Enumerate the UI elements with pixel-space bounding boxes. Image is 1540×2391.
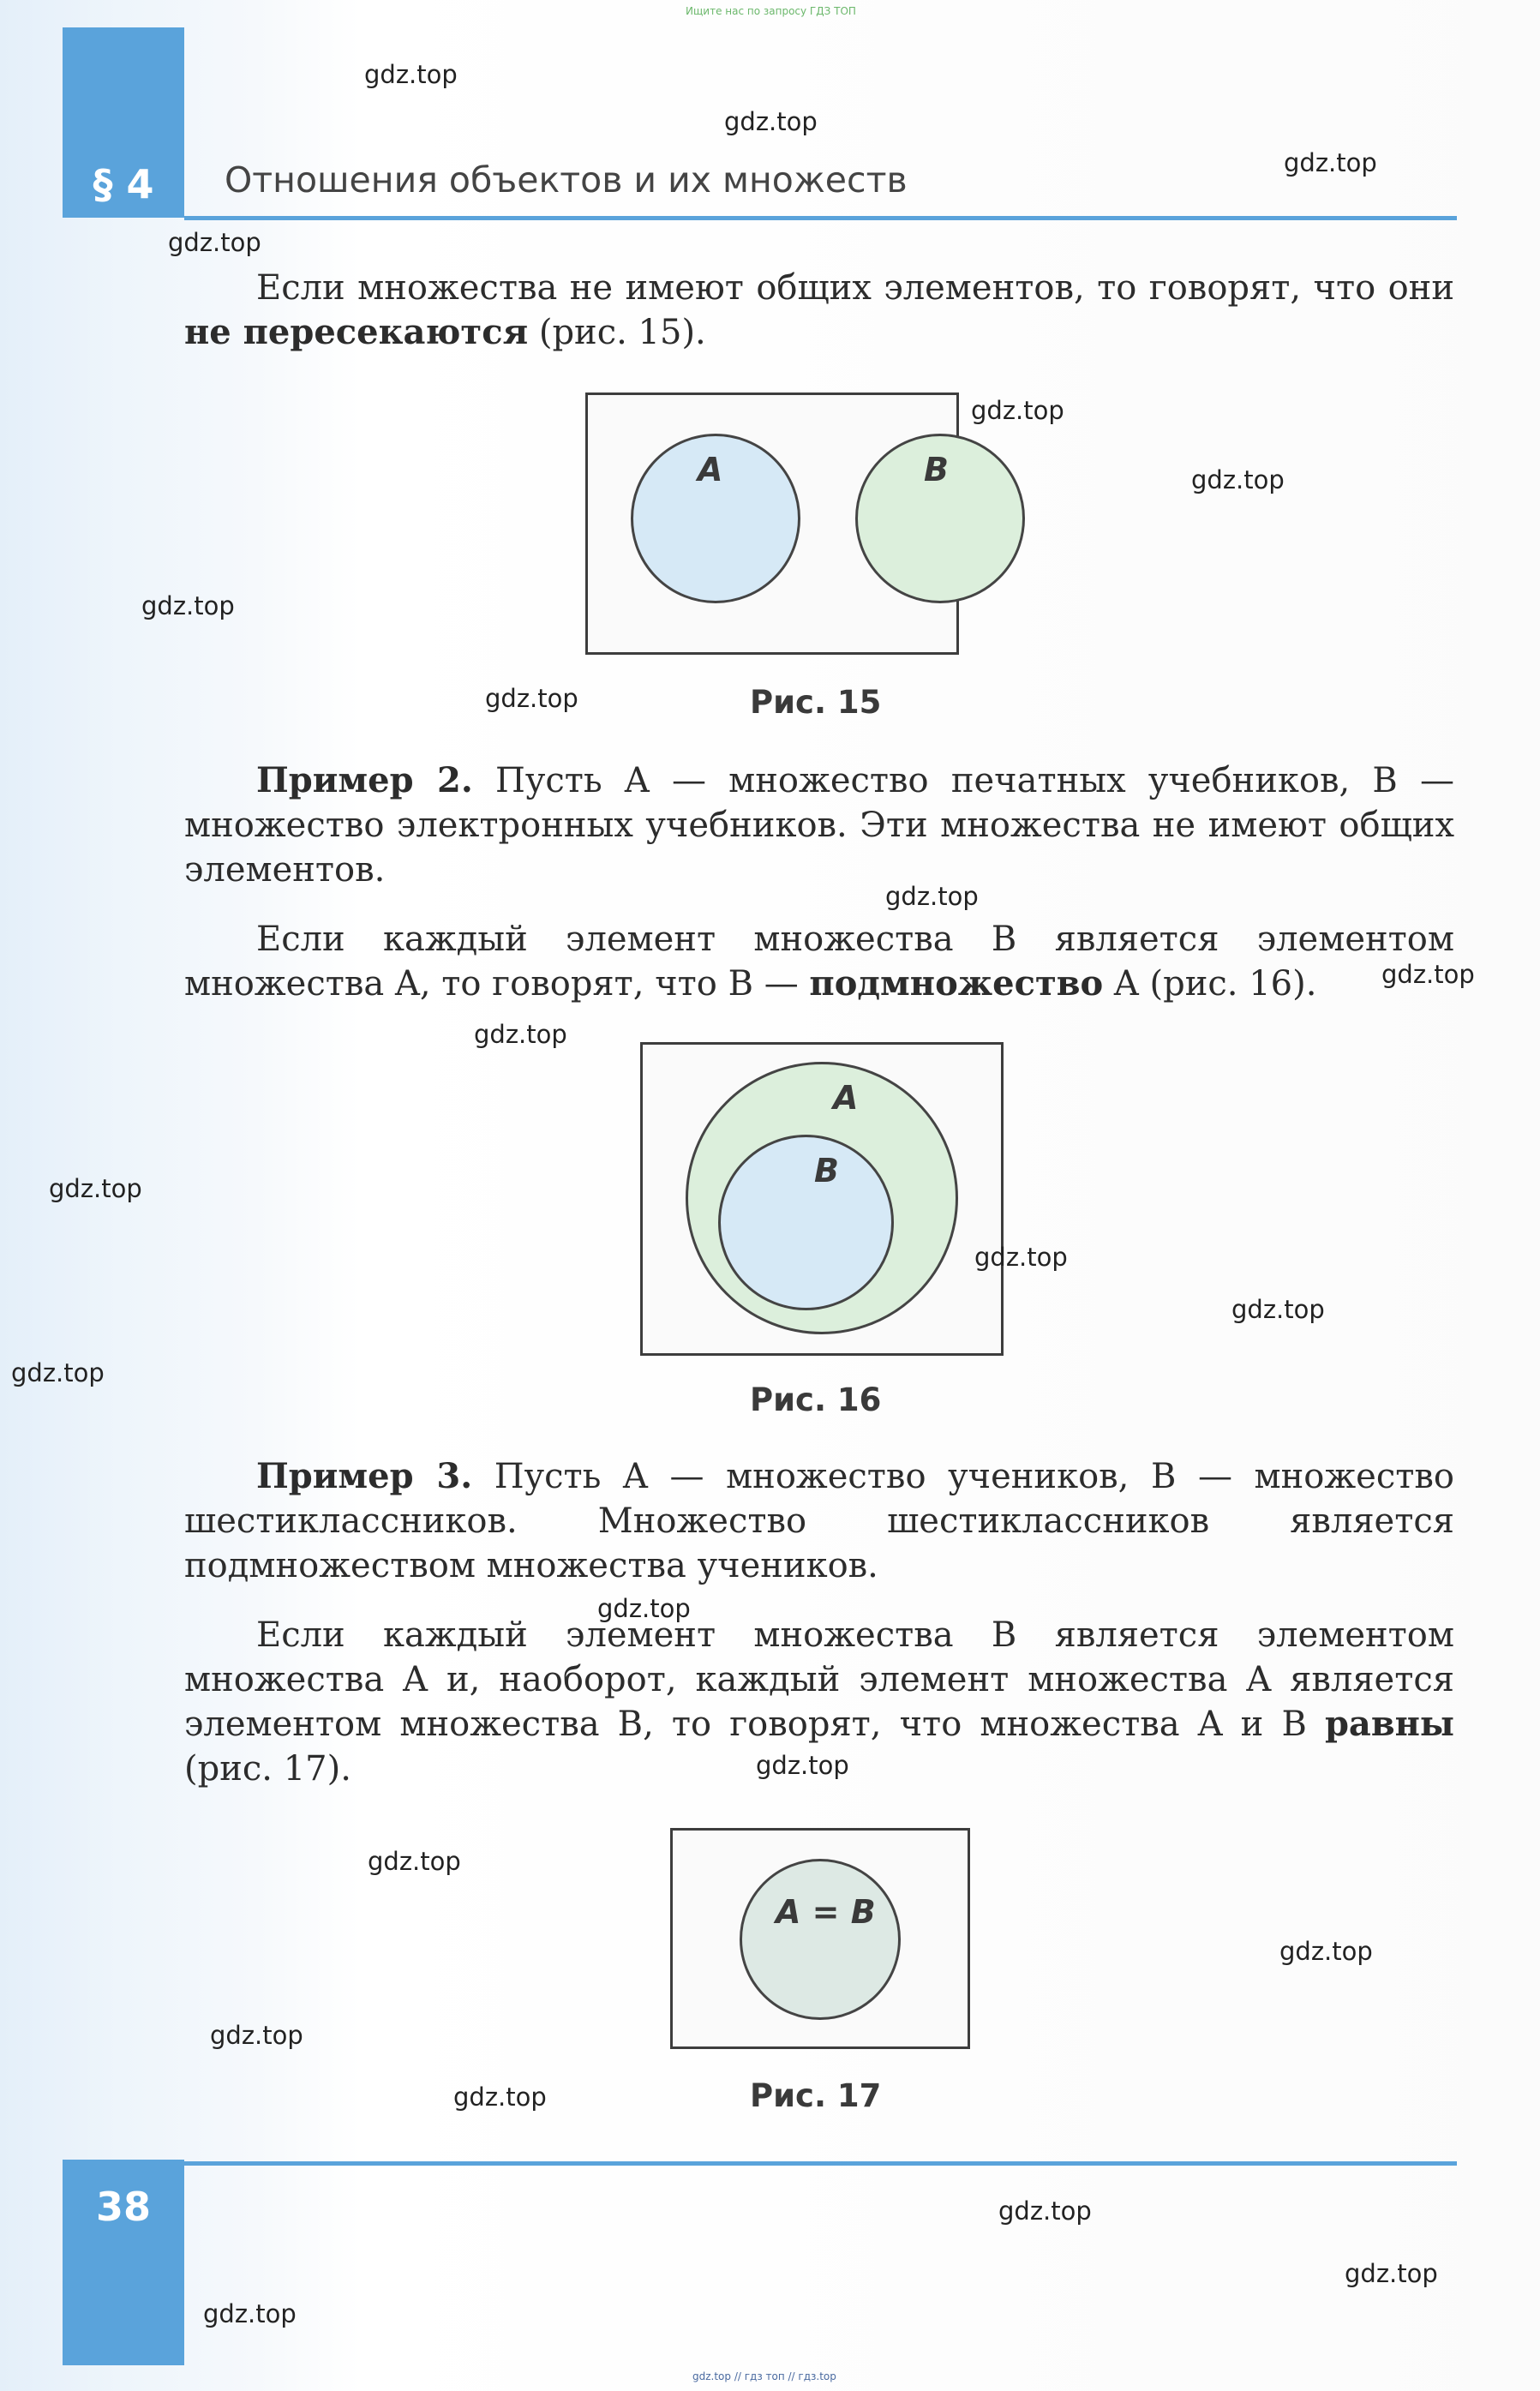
- paragraph-disjoint: Если множества не имеют общих элементов, то говорят, что они не пересекаются (рис. 15).: [184, 268, 1454, 352]
- section-title: Отношения объектов и их множеств: [225, 159, 908, 201]
- set-b-label: B: [814, 1152, 839, 1190]
- watermark: gdz.top: [1279, 1937, 1373, 1966]
- footer-rule: [184, 2161, 1457, 2166]
- paragraph-equal: Если каждый элемент множества B является элементом множества A и, наоборот, каждый элемент множества A является элементом множества B, то говорят, что множества A и B равны (рис. 17).: [184, 1615, 1454, 1789]
- watermark: gdz.top: [453, 2082, 547, 2112]
- set-ab-circle: [740, 1859, 901, 2020]
- figure-15-caption: Рис. 15: [750, 684, 882, 721]
- watermark: gdz.top: [1191, 465, 1285, 494]
- page-number-tab: [63, 2160, 184, 2365]
- watermark: gdz.top: [1345, 2259, 1438, 2288]
- watermark: gdz.top: [1381, 960, 1475, 989]
- watermark: gdz.top: [368, 1847, 461, 1876]
- top-note: Ищите нас по запросу ГДЗ ТОП: [686, 5, 856, 17]
- paragraph-subset: Если каждый элемент множества B является элементом множества A, то говорят, что B — подмножество A (рис. 16).: [184, 920, 1454, 1004]
- watermark: gdz.top: [1231, 1295, 1325, 1324]
- watermark: gdz.top: [203, 2299, 297, 2328]
- watermark: gdz.top: [474, 1020, 567, 1049]
- figure-17-caption: Рис. 17: [750, 2077, 882, 2114]
- set-ab-label: A = B: [776, 1893, 876, 1931]
- figure-16-caption: Рис. 16: [750, 1381, 882, 1418]
- watermark: gdz.top: [364, 60, 458, 89]
- example-3: Пример 3. Пусть A — множество учеников, B — множество шестиклассников. Множество шестиклассников является подмножеством множества учеников.: [184, 1456, 1454, 1585]
- set-b-circle: [718, 1135, 894, 1310]
- section-number: § 4: [93, 161, 154, 207]
- set-b-label: B: [924, 451, 949, 488]
- watermark: gdz.top: [974, 1243, 1068, 1272]
- watermark: gdz.top: [971, 396, 1064, 425]
- figure-15: [585, 393, 959, 655]
- watermark: gdz.top: [756, 1751, 849, 1780]
- watermark: gdz.top: [485, 684, 578, 713]
- section-tab: [63, 27, 184, 218]
- watermark: gdz.top: [49, 1174, 142, 1203]
- set-a-label: A: [833, 1079, 859, 1117]
- watermark: gdz.top: [724, 107, 818, 136]
- figure-16: [640, 1042, 1004, 1356]
- figure-17: [670, 1828, 970, 2049]
- example-2: Пример 2. Пусть A — множество печатных учебников, B — множество электронных учебников. Эти множества не имеют общих элементов.: [184, 760, 1454, 890]
- watermark: gdz.top: [168, 228, 261, 257]
- watermark: gdz.top: [597, 1594, 691, 1623]
- watermark: gdz.top: [998, 2196, 1092, 2226]
- watermark: gdz.top: [141, 591, 235, 620]
- watermark: gdz.top: [210, 2021, 303, 2050]
- watermark: gdz.top: [1284, 148, 1377, 177]
- watermark: gdz.top: [885, 882, 979, 911]
- set-a-label: A: [698, 451, 723, 488]
- watermark: gdz.top: [11, 1358, 105, 1387]
- page-number: 38: [95, 2184, 151, 2230]
- header-rule: [184, 216, 1457, 220]
- bottom-note: gdz.top // гдз топ // гдз.top: [692, 2370, 836, 2382]
